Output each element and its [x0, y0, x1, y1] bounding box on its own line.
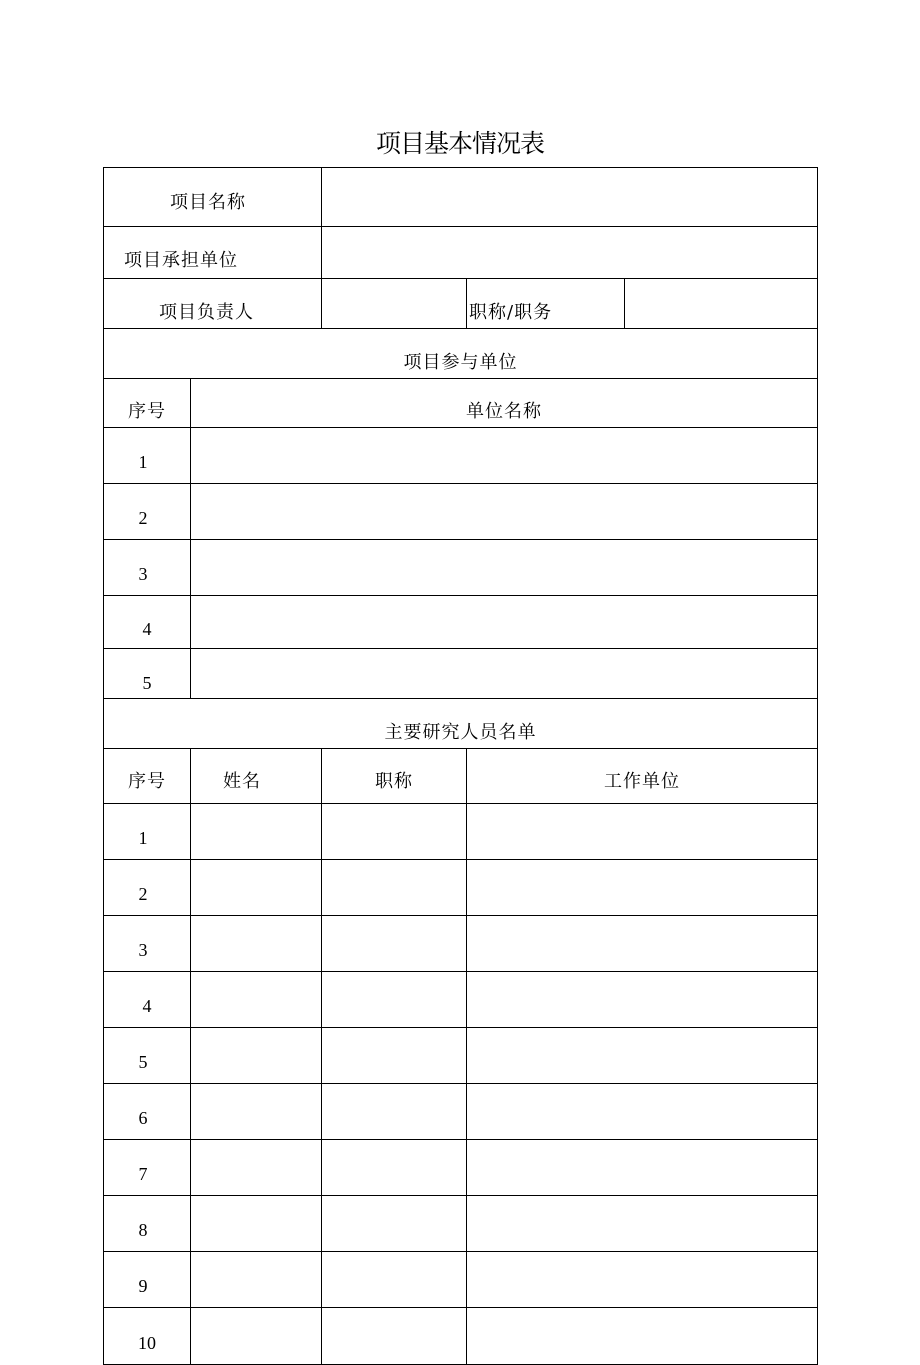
participating-unit-row [104, 540, 818, 596]
project-name-label: 项目名称 [104, 168, 322, 227]
participating-units-header-row [104, 329, 818, 379]
researcher-row [104, 1252, 818, 1308]
participating-unit-row [104, 596, 818, 649]
researcher-title-cell[interactable] [322, 1028, 467, 1084]
researcher-row [104, 916, 818, 972]
researcher-name-cell[interactable] [191, 1140, 322, 1196]
researcher-title-cell[interactable] [322, 1084, 467, 1140]
researcher-workplace-cell[interactable] [467, 1196, 818, 1252]
unit-name-cell[interactable] [191, 596, 818, 649]
column-workplace-header: 工作单位 [467, 749, 818, 804]
researcher-row [104, 972, 818, 1028]
column-index-header: 序号 [104, 379, 191, 428]
researcher-workplace-cell[interactable] [467, 1140, 818, 1196]
unit-name-cell[interactable] [191, 428, 818, 484]
participating-unit-row [104, 649, 818, 699]
project-leader-value[interactable] [322, 279, 467, 329]
row-index: 8 [104, 1196, 191, 1252]
undertaking-unit-label: 项目承担单位 [104, 227, 322, 279]
researcher-title-cell[interactable] [322, 916, 467, 972]
row-index: 3 [104, 540, 191, 596]
undertaking-unit-row [104, 227, 818, 279]
researcher-name-cell[interactable] [191, 1252, 322, 1308]
column-index-header: 序号 [104, 749, 191, 804]
project-leader-label: 项目负责人 [104, 279, 322, 329]
row-index: 4 [104, 596, 191, 649]
project-name-value[interactable] [322, 168, 818, 227]
row-index: 3 [104, 916, 191, 972]
row-index: 6 [104, 1084, 191, 1140]
participating-units-column-row [104, 379, 818, 428]
undertaking-unit-value[interactable] [322, 227, 818, 279]
researcher-title-cell[interactable] [322, 1140, 467, 1196]
researcher-row [104, 1140, 818, 1196]
title-position-value[interactable] [625, 279, 818, 329]
row-index: 5 [104, 1028, 191, 1084]
researcher-name-cell[interactable] [191, 1084, 322, 1140]
researcher-row [104, 1084, 818, 1140]
researcher-row [104, 1196, 818, 1252]
row-index: 5 [104, 649, 191, 699]
researchers-column-row [104, 749, 818, 804]
column-title-header: 职称 [322, 749, 467, 804]
title-position-label: 职称/职务 [467, 279, 625, 329]
researchers-section-title: 主要研究人员名单 [104, 699, 818, 749]
researcher-row [104, 1308, 818, 1365]
row-index: 1 [104, 804, 191, 860]
researchers-header-row [104, 699, 818, 749]
researcher-workplace-cell[interactable] [467, 1252, 818, 1308]
researcher-name-cell[interactable] [191, 860, 322, 916]
unit-name-cell[interactable] [191, 484, 818, 540]
researcher-workplace-cell[interactable] [467, 1084, 818, 1140]
row-index: 2 [104, 860, 191, 916]
column-name-header: 姓名 [191, 749, 322, 804]
participating-unit-row [104, 428, 818, 484]
project-name-row [104, 168, 818, 227]
researcher-title-cell[interactable] [322, 860, 467, 916]
researcher-title-cell[interactable] [322, 972, 467, 1028]
row-index: 9 [104, 1252, 191, 1308]
unit-name-cell[interactable] [191, 649, 818, 699]
researcher-name-cell[interactable] [191, 916, 322, 972]
project-info-table [103, 167, 818, 1365]
researcher-workplace-cell[interactable] [467, 1308, 818, 1365]
unit-name-cell[interactable] [191, 540, 818, 596]
researcher-title-cell[interactable] [322, 1252, 467, 1308]
researcher-workplace-cell[interactable] [467, 972, 818, 1028]
page-title: 项目基本情况表 [375, 129, 544, 158]
researcher-name-cell[interactable] [191, 972, 322, 1028]
researcher-name-cell[interactable] [191, 804, 322, 860]
row-index: 10 [104, 1308, 191, 1365]
researcher-name-cell[interactable] [191, 1308, 322, 1365]
participating-units-section-title: 项目参与单位 [104, 329, 818, 379]
researcher-workplace-cell[interactable] [467, 804, 818, 860]
project-leader-row [104, 279, 818, 329]
researcher-title-cell[interactable] [322, 1308, 467, 1365]
row-index: 7 [104, 1140, 191, 1196]
researcher-workplace-cell[interactable] [467, 860, 818, 916]
researcher-name-cell[interactable] [191, 1196, 322, 1252]
column-unit-name-header: 单位名称 [191, 379, 818, 428]
researcher-workplace-cell[interactable] [467, 1028, 818, 1084]
researcher-title-cell[interactable] [322, 804, 467, 860]
participating-unit-row [104, 484, 818, 540]
researcher-row [104, 804, 818, 860]
row-index: 2 [104, 484, 191, 540]
researcher-name-cell[interactable] [191, 1028, 322, 1084]
researcher-title-cell[interactable] [322, 1196, 467, 1252]
researcher-workplace-cell[interactable] [467, 916, 818, 972]
row-index: 4 [104, 972, 191, 1028]
row-index: 1 [104, 428, 191, 484]
researcher-row [104, 1028, 818, 1084]
researcher-row [104, 860, 818, 916]
